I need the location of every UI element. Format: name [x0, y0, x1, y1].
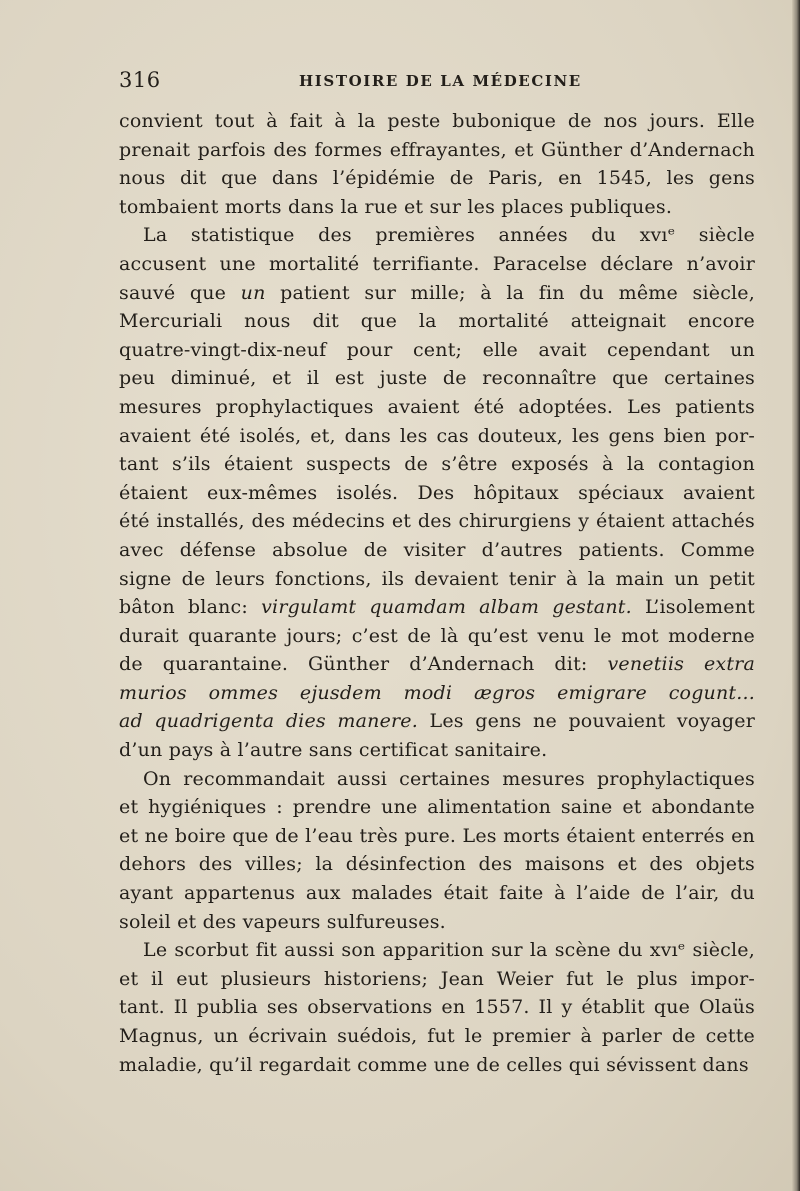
text-line: nous dit que dans l’épidémie de Paris, en 1545, les gens	[119, 167, 755, 190]
text-line	[119, 593, 755, 622]
text-line: tant s’ils étaient suspects de s’être exposés à la contagion	[119, 453, 755, 476]
text-line: avec défense absolue de visiter d’autres patients. Comme	[119, 538, 755, 561]
text-line	[119, 279, 755, 308]
running-head: HISTOIRE DE LA MÉDECINE	[299, 72, 582, 90]
text-line: tombaient morts dans la rue et sur les places publiques.	[119, 195, 673, 218]
page-header	[119, 66, 755, 94]
text-line	[119, 707, 755, 736]
text-segment: L’isolement	[631, 596, 755, 619]
text-line: été installés, des médecins et des chirurgiens y étaient attachés	[119, 510, 755, 533]
text-line: avaient été isolés, et, dans les cas douteux, les gens bien por-	[119, 424, 755, 447]
text-line: On recommandait aussi certaines mesures prophylactiques	[143, 767, 755, 790]
text-line: et hygiéniques : prendre une alimentation saine et abondante	[119, 796, 755, 819]
text-line	[119, 679, 755, 708]
text-line: peu diminué, et il est juste de reconnaître que certaines	[119, 367, 755, 390]
text-segment: de quarantaine. Günther d’Andernach dit:	[119, 653, 608, 676]
text-line	[119, 650, 755, 679]
text-line: tant. Il publia ses observations en 1557. Il y établit que Olaüs	[119, 996, 755, 1019]
text-line: Mercuriali nous dit que la mortalité atteignait encore	[119, 310, 755, 333]
text-line: Le scorbut fit aussi son apparition sur la scène du xvıᵉ siècle,	[143, 939, 755, 962]
text-line: et il eut plusieurs historiens; Jean Weier fut le plus impor-	[119, 967, 755, 990]
text-line: soleil et des vapeurs sulfureuses.	[119, 910, 446, 933]
text-line: signe de leurs fonctions, ils devaient tenir à la main un petit	[119, 567, 755, 590]
text-line: ayant appartenus aux malades était faite à l’aide de l’air, du	[119, 882, 755, 905]
body-text	[119, 107, 755, 1079]
text-segment: patient sur mille; à la fin du même siècle,	[265, 281, 755, 304]
text-line: quatre-vingt-dix-neuf pour cent; elle avait cependant un	[119, 338, 755, 361]
text-line: et ne boire que de l’eau très pure. Les morts étaient enterrés en	[119, 824, 755, 847]
text-line: Magnus, un écrivain suédois, fut le premier à parler de cette	[119, 1025, 755, 1047]
text-line: mesures prophylactiques avaient été adoptées. Les patients	[119, 395, 755, 418]
text-line: convient tout à fait à la peste bubonique de nos jours. Elle	[119, 110, 755, 132]
text-segment: bâton blanc:	[119, 596, 262, 619]
page-edge-shadow	[792, 0, 800, 1191]
text-line: maladie, qu’il regardait comme une de celles qui sévissent dans	[119, 1053, 749, 1076]
text-line: dehors des villes; la désinfection des maisons et des objets	[119, 853, 755, 876]
text-segment: sauvé que	[119, 281, 241, 304]
page-number: 316	[119, 68, 161, 92]
italic-segment: un	[240, 281, 266, 304]
italic-segment: murios ommes ejusdem modi ægros emigrare cogunt...	[119, 681, 755, 704]
text-line: accusent une mortalité terrifiante. Paracelse déclare n’avoir	[119, 252, 755, 275]
italic-segment: virgulamt quamdam albam gestant.	[261, 596, 632, 619]
text-line: durait quarante jours; c’est de là qu’est venu le mot moderne	[119, 624, 755, 647]
italic-segment: ad quadrigenta dies manere.	[119, 710, 418, 733]
text-line: étaient eux-mêmes isolés. Des hôpitaux spéciaux avaient	[119, 481, 755, 504]
italic-segment: venetiis extra	[607, 653, 755, 676]
text-line: La statistique des premières années du xvıᵉ siècle	[143, 224, 755, 247]
text-line: prenait parfois des formes effrayantes, et Günther d’Andernach	[119, 138, 755, 161]
text-line: d’un pays à l’autre sans certificat sanitaire.	[119, 739, 548, 762]
text-segment: Les gens ne pouvaient voyager	[418, 710, 755, 733]
